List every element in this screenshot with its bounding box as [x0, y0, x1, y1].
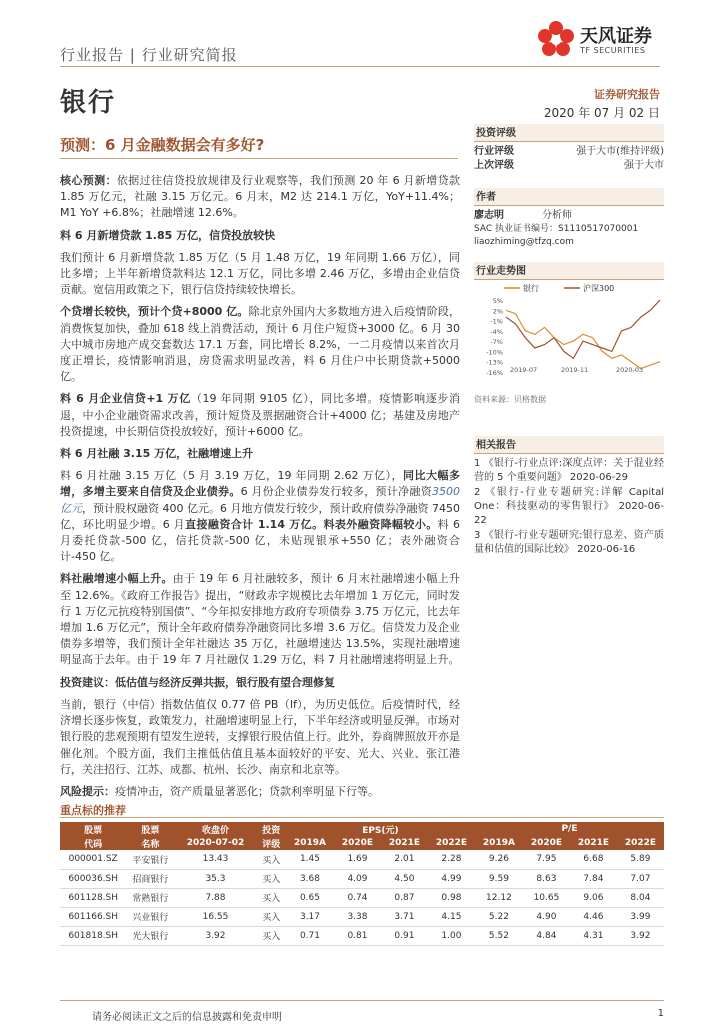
main-body: [60, 173, 460, 806]
th-stock-name: 股票: [126, 822, 174, 836]
report-type: 证券研究报告: [594, 88, 660, 101]
table-cell: 0.71: [286, 926, 334, 945]
y-tick-label: -13%: [486, 358, 503, 367]
y-tick-label: -4%: [490, 327, 503, 336]
table-cell: 3.71: [381, 907, 428, 926]
report-title: 预测：6 月金融数据会有多好?: [60, 136, 265, 154]
table-cell: 000001.SZ: [60, 850, 126, 869]
risk-paragraph: 风险提示：疫情冲击，资产质量显著恶化；贷款利率明显下行等。: [60, 784, 379, 798]
title-divider: [60, 158, 458, 159]
industry-title: 银行: [60, 88, 117, 118]
table-cell: 买入: [257, 907, 286, 926]
th-sub: 2020-07-02: [174, 836, 256, 850]
table-cell: 买入: [257, 888, 286, 907]
table-cell: 601128.SH: [60, 888, 126, 907]
th-sub: 名称: [126, 836, 174, 850]
x-tick-label: 2020-03: [616, 366, 644, 374]
table-cell: 8.63: [523, 869, 570, 888]
header-divider: [60, 66, 660, 67]
th-sub: 2019A: [475, 836, 523, 850]
tsf-growth-paragraph: 料社融增速小幅上升。由于 19 年 6 月社融较多，预计 6 月末社融增速小幅上升至 12.6%。《政府工作报告》提出，“财政赤字规模比去年增加 1 万亿元，同时发行 1 万亿元抗疫特别国债”、“今年拟安排地方政府专项债券 3.75 万亿元，比去年增加 1.6 万亿元”，预计全年政府债券净融资同比多增 3.6 万亿。信贷发力及企业债券多增等，我们预计全年社融达 35 万亿，社融增速达 13.5%，实现社融增速明显高于去年。由于 19 年 7 月社融仅 1.29 万亿，料 7 月社融增速将明显上升。: [60, 572, 460, 667]
x-tick-label: 2019-07: [510, 366, 538, 374]
table-cell: 1.00: [428, 926, 475, 945]
table-cell: 10.65: [523, 888, 570, 907]
logo-name-cn: 天风证券: [580, 26, 652, 47]
series-line: [506, 310, 660, 368]
recs-table: [60, 822, 664, 946]
table-cell: 8.04: [617, 888, 664, 907]
table-row: [60, 907, 664, 926]
th-sub: 2021E: [381, 836, 428, 850]
core-forecast-paragraph: 核心预测：依据过往信贷投放规律及行业观察等，我们预测 20 年 6 月新增贷款 1.85 万亿元，社融 3.15 万亿元。6 月末，M2 达 214.1 万亿，YoY+11.4%；M1 YoY +6.8%；社融增速 12.6%。: [60, 174, 460, 220]
table-cell: 600036.SH: [60, 869, 126, 888]
rating-heading: 投资评级: [474, 124, 664, 142]
table-cell: 35.3: [174, 869, 256, 888]
table-cell: 2.01: [381, 850, 428, 869]
recs-header-sub: [60, 836, 664, 850]
y-tick-label: -10%: [486, 348, 503, 357]
table-cell: 13.43: [174, 850, 256, 869]
table-cell: 601166.SH: [60, 907, 126, 926]
table-cell: 7.95: [523, 850, 570, 869]
table-cell: 4.99: [428, 869, 475, 888]
table-cell: 3.17: [286, 907, 334, 926]
table-cell: 4.90: [523, 907, 570, 926]
table-cell: 6.68: [570, 850, 617, 869]
table-cell: 买入: [257, 926, 286, 945]
table-cell: 兴业银行: [126, 907, 174, 926]
table-cell: 2.28: [428, 850, 475, 869]
table-cell: 16.55: [174, 907, 256, 926]
author-email[interactable]: liaozhiming@tfzq.com: [474, 237, 574, 247]
y-tick-label: -7%: [490, 338, 503, 347]
table-cell: 买入: [257, 850, 286, 869]
recs-divider: [60, 817, 664, 818]
legend-label: 沪深300: [583, 284, 615, 293]
rating-row: 上次评级 强于大市: [474, 160, 664, 171]
table-cell: 12.12: [475, 888, 523, 907]
personal-loans-paragraph: 个贷增长较快，预计个贷+8000 亿。除北京外国内大多数地方进入后疫情阶段，消费恢复加快，叠加 618 线上消费活动，预计 6 月住户短贷+3000 亿。6 月 30 大中城市房地产成交套数达 17.1 万套，同比增长 8.2%，一二月疫情以来首次月度正增长，疫情影响消退，房贷需求明显改善，料 6 月住户中长期贷款+5000 亿。: [60, 305, 460, 384]
th-sub: 代码: [60, 836, 126, 850]
trend-chart: [474, 280, 664, 390]
rating-box: [474, 124, 664, 173]
table-cell: 0.98: [428, 888, 475, 907]
table-cell: 5.52: [475, 926, 523, 945]
table-cell: 4.09: [334, 869, 381, 888]
investment-paragraph: 当前，银行（中信）指数估值仅 0.77 倍 PB（lf），为历史低位。后疫情时代，经济增长逐步恢复，政策发力，社融增速明显上行，下半年经济或明显反弹。市场对银行股的悲观预期有望发生逆转，支撑银行股估值上行。此外，券商牌照放开亦是催化剂。个股方面，我们主推低估值且基本面较好的平安、光大、兴业、张江港行，关注招行、江苏、成都、杭州、长沙、南京和北京等。: [60, 697, 460, 776]
section-heading-tsf: 料 6 月社融 3.15 万亿，社融增速上升: [60, 447, 254, 461]
section-heading-loans: 料 6 月新增贷款 1.85 万亿，信贷投放较快: [60, 228, 276, 242]
table-cell: 0.81: [334, 926, 381, 945]
table-cell: 1.45: [286, 850, 334, 869]
table-cell: 4.15: [428, 907, 475, 926]
y-tick-label: -1%: [490, 317, 503, 326]
footer-divider: [60, 1000, 664, 1001]
legend-label: 银行: [523, 284, 539, 293]
footer-disclaimer: 请务必阅读正文之后的信息披露和免责申明: [92, 1012, 282, 1023]
table-cell: 招商银行: [126, 869, 174, 888]
recs-header-top: [60, 822, 664, 836]
author-row: 廖志明 分析师: [474, 210, 572, 221]
trend-chart-svg: [474, 280, 664, 390]
table-cell: 3.99: [617, 907, 664, 926]
related-reports: [474, 436, 664, 558]
th-pe: P/E: [475, 822, 664, 836]
table-cell: 3.68: [286, 869, 334, 888]
th-sub: 2019A: [286, 836, 334, 850]
table-cell: 3.92: [174, 926, 256, 945]
y-tick-label: -16%: [486, 369, 503, 377]
table-row: [60, 888, 664, 907]
table-cell: 1.69: [334, 850, 381, 869]
series-line: [506, 300, 660, 358]
table-cell: 7.88: [174, 888, 256, 907]
chart-source: 资料来源：贝格数据: [474, 395, 546, 404]
th-stock-code: 股票: [60, 822, 126, 836]
loans-paragraph: 我们预计 6 月新增贷款 1.85 万亿（5 月 1.48 万亿，19 年同期 1.66 万亿），同比多增；上半年新增贷款料达 12.1 万亿，同比多增 2.46 万亿，多增由企业信贷贡献。宽信用政策之下，银行信贷持续较快增长。: [60, 250, 460, 297]
th-close: 收盘价: [174, 822, 256, 836]
flower-logo-icon: [534, 18, 578, 62]
th-sub: 评级: [257, 836, 286, 850]
recs-body: [60, 850, 664, 945]
table-row: [60, 850, 664, 869]
th-sub: 2022E: [428, 836, 475, 850]
table-cell: 3.38: [334, 907, 381, 926]
th-sub: 2021E: [570, 836, 617, 850]
related-report-item[interactable]: 1 《银行-行业点评:深度点评：关于混业经营的 5 个重要问题》 2020-06-29: [474, 458, 664, 483]
table-row: [60, 926, 664, 945]
table-cell: 4.46: [570, 907, 617, 926]
table-cell: 601818.SH: [60, 926, 126, 945]
y-tick-label: 2%: [492, 307, 503, 316]
table-cell: 0.74: [334, 888, 381, 907]
report-category: 行业报告 | 行业研究简报: [60, 46, 238, 64]
related-report-item[interactable]: 2 《银行-行业专题研究:详解 Capital One：科技驱动的零售银行》 2020-06-22: [474, 487, 664, 526]
table-cell: 3.92: [617, 926, 664, 945]
page-number: 1: [657, 1008, 664, 1019]
th-eps: EPS(元): [286, 822, 475, 836]
table-cell: 7.07: [617, 869, 664, 888]
report-date: 2020 年 07 月 02 日: [543, 106, 660, 120]
table-cell: 5.22: [475, 907, 523, 926]
related-heading: 相关报告: [474, 436, 664, 454]
author-sac: SAC 执业证书编号：S1110517070001: [474, 224, 639, 234]
table-row: [60, 869, 664, 888]
logo-name-en: TF SECURITIES: [580, 46, 646, 55]
table-cell: 0.87: [381, 888, 428, 907]
table-cell: 买入: [257, 869, 286, 888]
table-cell: 平安银行: [126, 850, 174, 869]
table-cell: 4.31: [570, 926, 617, 945]
author-box: [474, 188, 664, 249]
corporate-loans-paragraph: 料 6 月企业信贷+1 万亿（19 年同期 9105 亿），同比多增。疫情影响逐步消退，中小企业融资需求改善，预计短贷及票据融资合计+4000 亿；基建及房地产投资提速，中长期信贷投放较好，预计+6000 亿。: [60, 392, 460, 438]
table-cell: 9.26: [475, 850, 523, 869]
author-heading: 作者: [474, 188, 664, 206]
table-cell: 光大银行: [126, 926, 174, 945]
tsf-paragraph: 料 6 月社融 3.15 万亿（5 月 3.19 万亿，19 年同期 2.62 万亿），同比大幅多增，多增主要来自信贷及企业债券。6 月份企业债券发行较多，预计净融资3500 亿元，预计股权融资 400 亿元。6 月地方债发行较少，预计政府债券净融资 7450 亿，环比明显少增。6 月直接融资合计 1.14 万亿。料表外融资降幅较小。料 6 月委托贷款-500 亿，信托贷款-500 亿，未贴现银承+550 亿；表外融资合计-450 亿。: [60, 469, 461, 564]
related-report-item[interactable]: 3 《银行-行业专题研究:银行息差、资产质量和估值的国际比较》 2020-06-16: [474, 530, 664, 555]
table-cell: 7.84: [570, 869, 617, 888]
table-cell: 4.50: [381, 869, 428, 888]
th-sub: 2020E: [334, 836, 381, 850]
section-heading-investment: 投资建议：低估值与经济反弹共振，银行股有望合理修复: [60, 675, 335, 689]
th-rating: 投资: [257, 822, 286, 836]
y-tick-label: 5%: [492, 297, 503, 305]
table-cell: 9.06: [570, 888, 617, 907]
table-cell: 4.84: [523, 926, 570, 945]
table-cell: 0.65: [286, 888, 334, 907]
th-sub: 2020E: [523, 836, 570, 850]
company-logo: [534, 18, 664, 64]
rating-row: 行业评级 强于大市(维持评级): [474, 146, 664, 157]
table-cell: 0.91: [381, 926, 428, 945]
x-tick-label: 2019-11: [561, 366, 589, 374]
table-cell: 9.59: [475, 869, 523, 888]
chart-heading: 行业走势图: [474, 262, 664, 280]
th-sub: 2022E: [617, 836, 664, 850]
table-cell: 常熟银行: [126, 888, 174, 907]
table-cell: 5.89: [617, 850, 664, 869]
recs-title: 重点标的推荐: [60, 804, 126, 817]
